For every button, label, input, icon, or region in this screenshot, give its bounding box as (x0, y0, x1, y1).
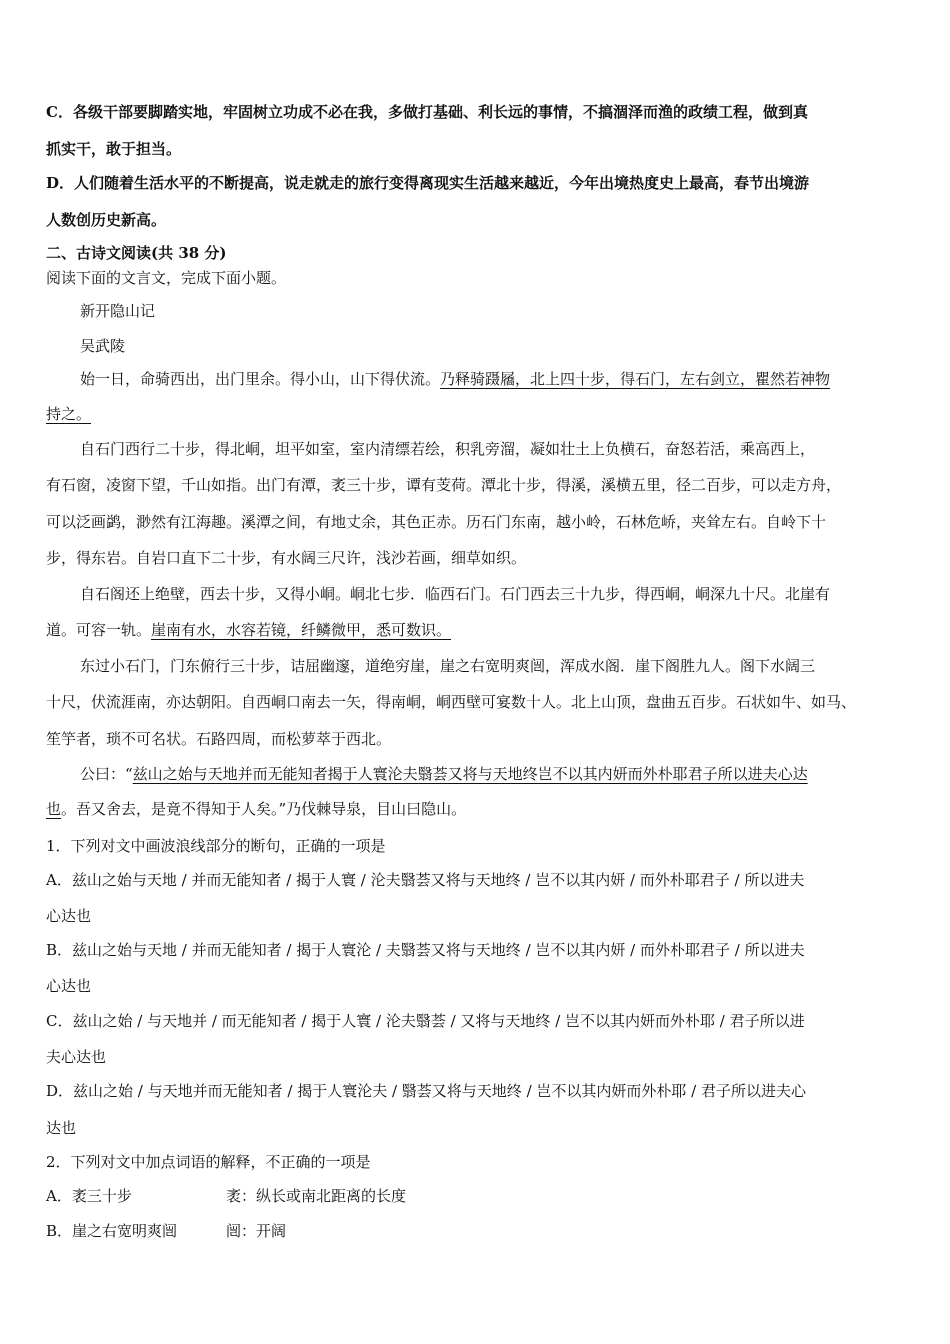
passage-text: 始一日，命骑西出，出门里余。得小山，山下得伏流。 (80, 370, 441, 388)
option-c-line-1: C．各级干部要脚踏实地，牢固树立功成不必在我，多做打基础、利长远的事情，不搞涸泽而渔的政绩工程，做到真 (46, 103, 808, 121)
wavy-underlined-sentence: 兹山之始与天地并而无能知者揭于人寰沦夫翳荟又将与天地终岂不以其内妍而外朴耶君子所以进夫心达 (132, 765, 808, 783)
passage-author: 吴武陵 (80, 337, 126, 355)
question-1-option-a-line-1: A．兹山之始与天地 / 并而无能知者 / 揭于人寰 / 沦夫翳荟又将与天地终 / 岂不以其内妍 / 而外朴耶君子 / 所以进夫 (46, 871, 805, 889)
question-1-option-c-line-1: C．兹山之始 / 与天地并 / 而无能知者 / 揭于人寰 / 沦夫翳荟 / 又将与天地终 / 岂不以其内妍而外朴耶 / 君子所以进 (46, 1012, 805, 1030)
wavy-underlined-sentence-end: 也 (46, 800, 62, 818)
passage-p5-line-2 (46, 799, 466, 819)
passage-p1-line-1 (80, 369, 830, 389)
question-2-stem: 2．下列对文中加点词语的解释，不正确的一项是 (46, 1153, 371, 1171)
question-2-option-a (46, 1186, 406, 1206)
passage-p2-line-2: 有石窗，凌窗下望，千山如指。出门有潭，袤三十步，谭有芰荷。潭北十步，得溪，溪横五里，径二百步，可以走方舟， (46, 476, 842, 494)
passage-p4-line-3: 笙竽者，琐不可名状。石路四周，而松萝萃于西北。 (46, 730, 392, 748)
passage-p2-line-4: 步，得东岩。自岩口直下二十步，有水阔三尺许，浅沙若画，细草如织。 (46, 549, 527, 567)
option-c-line-2: 抓实干，敢于担当。 (46, 140, 182, 158)
passage-p2-line-3: 可以泛画鹢，渺然有江海趣。溪潭之间，有地丈余，其色正赤。历石门东南，越小岭，石林危峤，夹耸左右。自岭下十 (46, 513, 827, 531)
option-b-word: B．崖之右宽明爽闿 (46, 1222, 178, 1240)
passage-p3-line-2 (46, 620, 451, 640)
option-d-line-1: D．人们随着生活水平的不断提高，说走就走的旅行变得离现实生活越来越近，今年出境热度史上最高，春节出境游 (46, 174, 810, 192)
section-title: 二、古诗文阅读(共 38 分) (46, 244, 227, 262)
passage-p1-line-2 (46, 404, 91, 424)
option-b-explanation: 闿：开阔 (226, 1222, 287, 1240)
underlined-sentence-end: 持之。 (46, 405, 92, 423)
option-a-word: A．袤三十步 (46, 1187, 132, 1205)
passage-p4-line-2: 十尺，伏流涯南，亦达朝阳。自西峒口南去一矢，得南峒，峒西壁可宴数十人。北上山顶，盘曲五百步。石状如牛、如马、 (46, 693, 857, 711)
underlined-sentence: 崖南有水，水容若镜，纤鳞微甲，悉可数识。 (151, 621, 452, 639)
section-instruction: 阅读下面的文言文，完成下面小题。 (46, 269, 287, 287)
passage-p4-line-1: 东过小石门，门东俯行三十步，诘屈幽邃，道绝穷崖，崖之右宽明爽闿，浑成水阁．崖下阁胜九人。阁下水阔三 (80, 657, 816, 675)
option-a-explanation: 袤：纵长或南北距离的长度 (226, 1187, 407, 1205)
question-1-option-b-line-2: 心达也 (46, 977, 92, 995)
question-1-stem: 1．下列对文中画波浪线部分的断句，正确的一项是 (46, 837, 386, 855)
question-1-option-b-line-1: B．兹山之始与天地 / 并而无能知者 / 揭于人寰沦 / 夫翳荟又将与天地终 / 岂不以其内妍 / 而外朴耶君子 / 所以进夫 (46, 941, 805, 959)
passage-text: 。吾又舍去，是竟不得知于人矣。”乃伐棘导泉，目山曰隐山。 (61, 800, 467, 818)
passage-p2-line-1: 自石门西行二十步，得北峒，坦平如室，室内清缥若绘，积乳旁溜，凝如壮土上负横石，奋怒若活，乘高西上， (80, 440, 816, 458)
passage-p5-line-1 (80, 764, 808, 784)
question-1-option-a-line-2: 心达也 (46, 907, 92, 925)
question-2-option-b (46, 1221, 286, 1241)
question-1-option-d-line-2: 达也 (46, 1119, 77, 1137)
passage-text: 公曰：“ (80, 765, 133, 783)
underlined-sentence: 乃释骑蹑屩，北上四十步，得石门，左右剑立，瞿然若神物 (440, 370, 831, 388)
passage-text: 道。可容一轨。 (46, 621, 152, 639)
question-1-option-d-line-1: D．兹山之始 / 与天地并而无能知者 / 揭于人寰沦夫 / 翳荟又将与天地终 / 岂不以其内妍而外朴耶 / 君子所以进夫心 (46, 1082, 806, 1100)
question-1-option-c-line-2: 夫心达也 (46, 1048, 107, 1066)
passage-p3-line-1: 自石阁还上绝壁，西去十步，又得小峒。峒北七步．临西石门。石门西去三十九步，得西峒，峒深九十尺。北崖有 (80, 585, 831, 603)
passage-title: 新开隐山记 (80, 302, 156, 320)
option-d-line-2: 人数创历史新高。 (46, 211, 167, 229)
